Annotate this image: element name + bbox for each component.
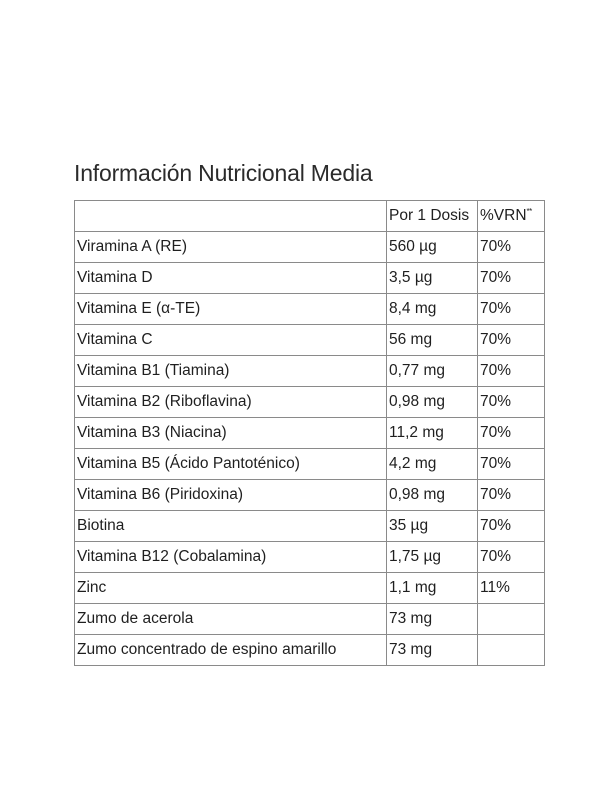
dose-cell: 3,5 µg [387, 263, 478, 294]
nutrient-name-cell: Biotina [75, 511, 387, 542]
vrn-cell: 70% [478, 294, 545, 325]
nutrient-name-cell: Viramina A (RE) [75, 232, 387, 263]
vrn-cell: 11% [478, 573, 545, 604]
table-row [75, 294, 545, 325]
dose-cell: 0,98 mg [387, 480, 478, 511]
table-row [75, 418, 545, 449]
table-row [75, 480, 545, 511]
dose-cell: 560 µg [387, 232, 478, 263]
nutrient-name-cell: Vitamina B12 (Cobalamina) [75, 542, 387, 573]
nutrition-table [74, 200, 545, 666]
table-row [75, 263, 545, 294]
table-header-row [75, 201, 545, 232]
dose-cell: 8,4 mg [387, 294, 478, 325]
table-row [75, 356, 545, 387]
vrn-cell: 70% [478, 356, 545, 387]
vrn-cell: 70% [478, 325, 545, 356]
header-nutrient [75, 201, 387, 232]
vrn-cell [478, 604, 545, 635]
vrn-cell: 70% [478, 263, 545, 294]
dose-cell: 73 mg [387, 635, 478, 666]
table-row [75, 449, 545, 480]
vrn-cell: 70% [478, 418, 545, 449]
table-row [75, 573, 545, 604]
dose-cell: 35 µg [387, 511, 478, 542]
table-row [75, 387, 545, 418]
table-row [75, 325, 545, 356]
table-row [75, 232, 545, 263]
nutrient-name-cell: Vitamina B6 (Piridoxina) [75, 480, 387, 511]
table-row [75, 542, 545, 573]
vrn-cell: 70% [478, 480, 545, 511]
nutrient-name-cell: Vitamina B2 (Riboflavina) [75, 387, 387, 418]
dose-cell: 11,2 mg [387, 418, 478, 449]
dose-cell: 73 mg [387, 604, 478, 635]
vrn-cell: 70% [478, 542, 545, 573]
vrn-cell: 70% [478, 232, 545, 263]
nutrient-name-cell: Vitamina B1 (Tiamina) [75, 356, 387, 387]
page-title: Información Nutricional Media [74, 160, 373, 186]
vrn-cell: 70% [478, 511, 545, 542]
vrn-cell: 70% [478, 449, 545, 480]
header-vrn [478, 201, 545, 232]
header-dose: Por 1 Dosis [387, 201, 478, 232]
header-vrn-marker: ** [526, 206, 532, 216]
vrn-cell: 70% [478, 387, 545, 418]
nutrient-name-cell: Vitamina C [75, 325, 387, 356]
table-row [75, 635, 545, 666]
nutrient-name-cell: Vitamina B3 (Niacina) [75, 418, 387, 449]
nutrient-name-cell: Vitamina B5 (Ácido Pantoténico) [75, 449, 387, 480]
table-row [75, 511, 545, 542]
header-vrn-label: %VRN [480, 207, 527, 225]
vrn-cell [478, 635, 545, 666]
nutrient-name-cell: Zinc [75, 573, 387, 604]
table-row [75, 604, 545, 635]
nutrient-name-cell: Vitamina D [75, 263, 387, 294]
dose-cell: 56 mg [387, 325, 478, 356]
nutrient-name-cell: Zumo concentrado de espino amarillo [75, 635, 387, 666]
nutrient-name-cell: Vitamina E (α-TE) [75, 294, 387, 325]
dose-cell: 4,2 mg [387, 449, 478, 480]
nutrition-table-body [75, 201, 545, 666]
nutrient-name-cell: Zumo de acerola [75, 604, 387, 635]
dose-cell: 0,98 mg [387, 387, 478, 418]
dose-cell: 0,77 mg [387, 356, 478, 387]
dose-cell: 1,1 mg [387, 573, 478, 604]
dose-cell: 1,75 µg [387, 542, 478, 573]
